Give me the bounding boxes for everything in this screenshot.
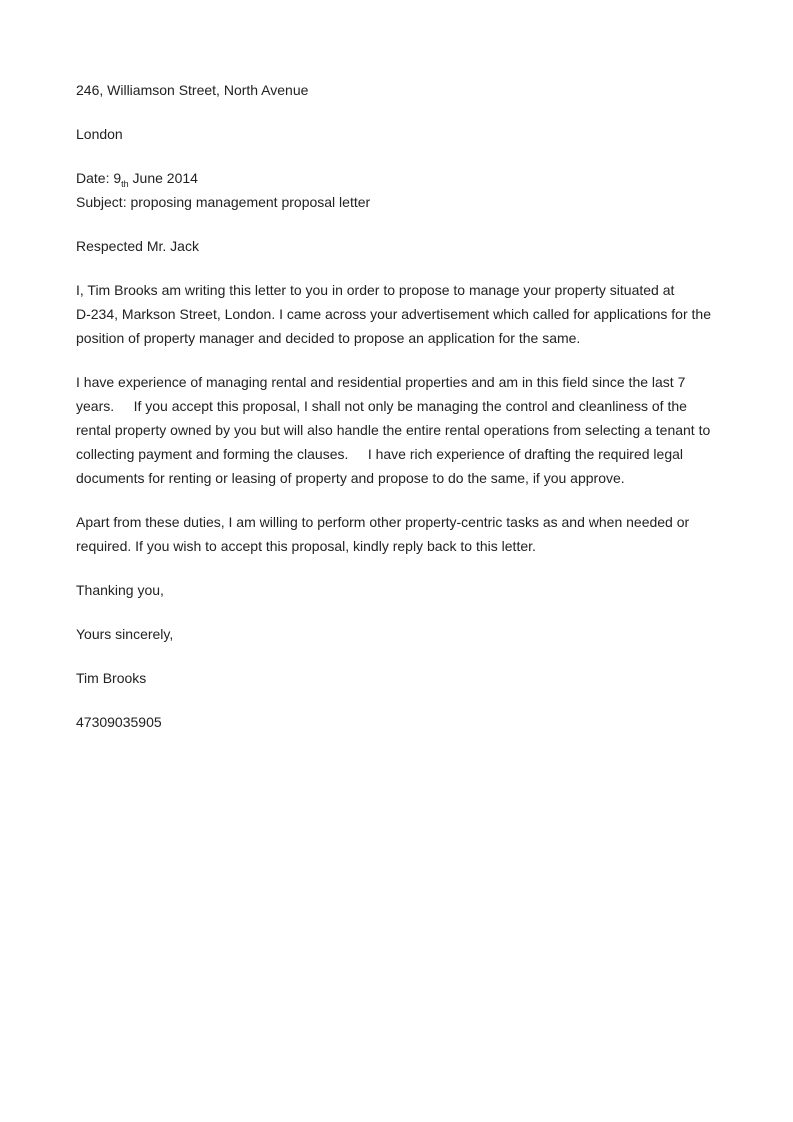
body-paragraph-3 <box>76 510 720 558</box>
phone-number: 47309035905 <box>76 714 162 730</box>
paragraph-line: collecting payment and forming the clauses. I have rich experience of drafting the required legal <box>76 446 684 462</box>
sender-city: London <box>76 126 123 142</box>
paragraph-line: Apart from these duties, I am willing to perform other property-centric tasks as and when needed or <box>76 514 690 530</box>
paragraph-line: documents for renting or leasing of property and propose to do the same, if you approve. <box>76 470 625 486</box>
body-paragraph-1 <box>76 278 720 350</box>
closing-thanks: Thanking you, <box>76 582 164 598</box>
paragraph-line: years. If you accept this proposal, I shall not only be managing the control and cleanliness of the <box>76 398 687 414</box>
sender-address: 246, Williamson Street, North Avenue <box>76 82 309 98</box>
paragraph-line: D-234, Markson Street, London. I came across your advertisement which called for applications for the <box>76 306 711 322</box>
letter-date <box>76 166 198 190</box>
paragraph-line: rental property owned by you but will also handle the entire rental operations from selecting a tenant to <box>76 422 711 438</box>
body-paragraph-2 <box>76 370 720 490</box>
paragraph-line: position of property manager and decided to propose an application for the same. <box>76 330 581 346</box>
date-prefix: Date: 9 <box>76 170 122 186</box>
salutation: Respected Mr. Jack <box>76 238 199 254</box>
date-rest: June 2014 <box>128 170 198 186</box>
letter-subject: Subject: proposing management proposal letter <box>76 194 371 210</box>
paragraph-line: I have experience of managing rental and residential properties and am in this field since the last 7 <box>76 374 686 390</box>
signature-name: Tim Brooks <box>76 670 147 686</box>
closing: Yours sincerely, <box>76 626 174 642</box>
date-ordinal-suffix: th <box>121 179 129 189</box>
paragraph-line: required. If you wish to accept this proposal, kindly reply back to this letter. <box>76 538 536 554</box>
paragraph-line: I, Tim Brooks am writing this letter to you in order to propose to manage your property situated at <box>76 282 675 298</box>
